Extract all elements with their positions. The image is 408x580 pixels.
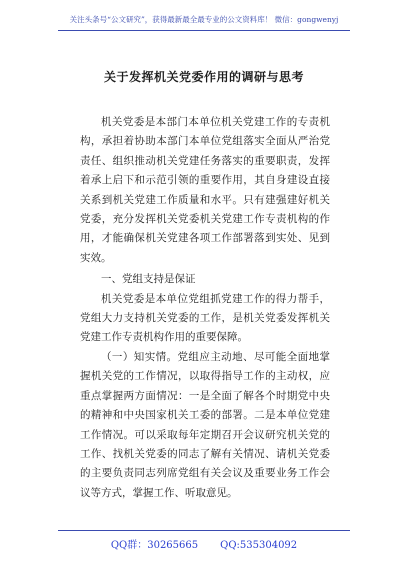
header-banner: 关注头条号“公文研究”，获得最新最全最专业的公文资料库！ 微信：gongwenyj: [69, 15, 339, 24]
paragraph-section-intro: 机关党委是本单位党组抓党建工作的得力帮手，党组大力支持机关党委的工作，是机关党委发挥机关党建工作专责机构作用的重要保障。: [80, 292, 330, 344]
paragraph-intro: 机关党委是本部门本单位机关党建工作的专责机构，承担着协助本部门本单位党组落实全面从严治党责任、组织推动机关党建任务落实的重要职责，发挥着承上启下和示范引领的重要作用，其自身建设直接关系到机关党建工作质量和水平。只有建强建好机关党委，充分发挥机关党委机关党建工作专责机构的作用，才能确保机关党建各项工作部署落到实处、见到实效。: [80, 116, 330, 264]
section-heading: 一、党组支持是保证: [101, 273, 196, 286]
header-divider: [58, 30, 350, 31]
document-body: [80, 113, 330, 503]
footer-divider: [58, 530, 350, 531]
paragraph-subsection: （一）知实情。党组应主动地、尽可能全面地掌握机关党的工作情况，以取得指导工作的主动权，应重点掌握两方面情况：一是全面了解各个时期党中央的精神和中央国家机关工委的部署。二是本单位党建工作情况。可以采取每年定期召开会议研究机关党的工作、找机关党委的同志了解有关情况、请机关党委的主要负责同志列席党组有关会议及重要业务工作会议等方式，掌握工作、听取意见。: [80, 350, 330, 499]
footer-contact: [0, 536, 408, 551]
footer-qq-group: QQ群：30265665: [110, 540, 199, 551]
document-title: 关于发挥机关党委作用的调研与思考: [103, 70, 304, 84]
footer-qq: QQ:535304092: [220, 540, 298, 551]
